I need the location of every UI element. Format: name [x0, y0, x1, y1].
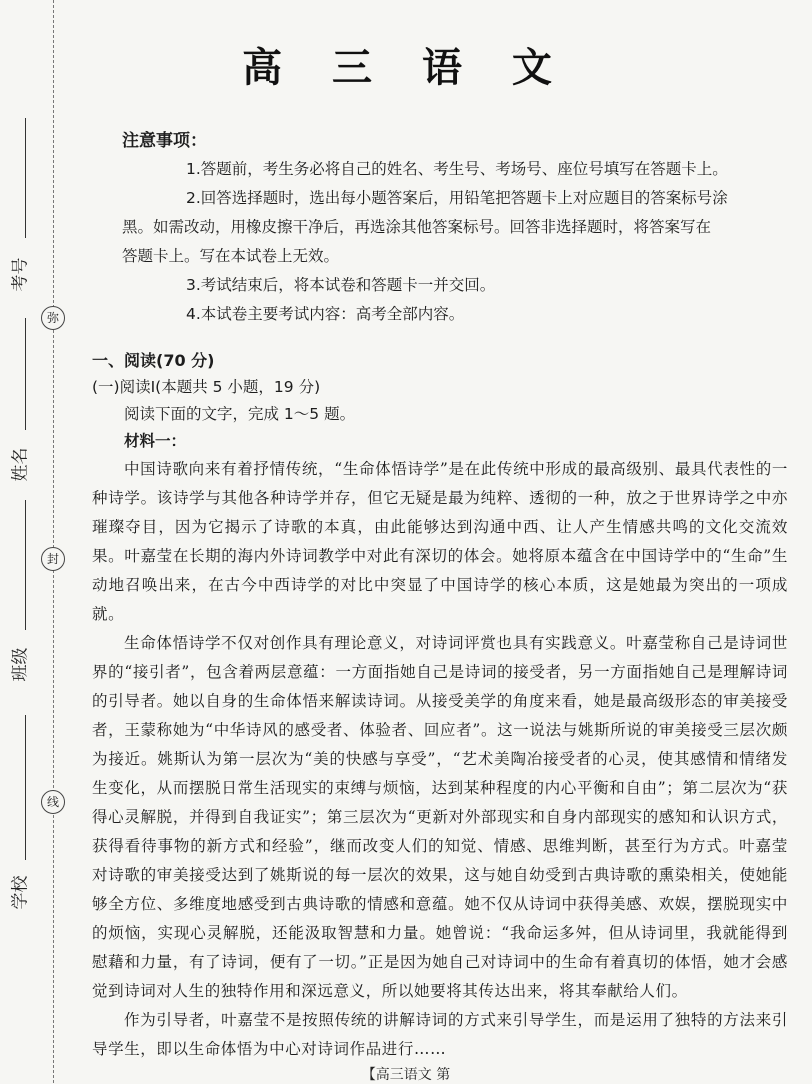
notice-heading: 注意事项：: [122, 131, 207, 151]
subsection-heading: (一)阅读Ⅰ(本题共 5 小题，19 分): [92, 378, 321, 396]
notice-item-4: 4.本试卷主要考试内容：高考全部内容。: [186, 305, 465, 323]
question-instruction: 阅读下面的文字，完成 1～5 题。: [124, 405, 356, 423]
name-label: 姓名: [10, 447, 31, 482]
page-footer: 【高三语文 第: [361, 1067, 451, 1083]
binding-dashed-line: [53, 0, 54, 1083]
passage-paragraph: 作为引导者，叶嘉莹不是按照传统的讲解诗词的方式来引导学生，而是运用了独特的方法来引导学生，即以生命体悟为中心对诗词作品进行……: [92, 1011, 788, 1058]
notice-item-2-cont-2: 答题卡上。写在本试卷上无效。: [122, 247, 340, 265]
notice-item-2-cont: 黑。如需改动，用橡皮擦干净后，再选涂其他答案标号。回答非选择题时，将答案写在: [122, 218, 712, 236]
exam-no-fill-line: [25, 118, 26, 238]
school-fill-line: [25, 715, 26, 860]
passage-paragraph: 中国诗歌向来有着抒情传统，“生命体悟诗学”是在此传统中形成的最高级别、最具代表性的一种诗学。该诗学与其他各种诗学并存，但它无疑是最为纯粹、透彻的一种，放之于世界诗学之中亦璀璨夺目，因为它揭示了诗歌的本真，由此能够达到沟通中西、让人产生情感共鸣的文化交流效果。叶嘉莹在长期的海内外诗词教学中对此有深切的体会。她将原本蕴含在中国诗学中的“生命”生动地召唤出来，在古今中西诗学的对比中突显了中国诗学的核心本质，这是她最为突出的一项成就。: [92, 460, 788, 623]
class-label: 班级: [10, 647, 31, 682]
school-label: 学校: [10, 875, 31, 910]
class-fill-line: [25, 500, 26, 630]
notice-item-3: 3.考试结束后，将本试卷和答题卡一并交回。: [186, 276, 496, 294]
name-fill-line: [25, 318, 26, 430]
seal-char-xian: 线: [41, 790, 65, 814]
passage-paragraph: 生命体悟诗学不仅对创作具有理论意义，对诗词评赏也具有实践意义。叶嘉莹称自己是诗词世界的“接引者”，包含着两层意蕴：一方面指她自己是诗词的接受者，另一方面指她自己是理解诗词的引导者。她以自身的生命体悟来解读诗词。从接受美学的角度来看，她是最高级形态的审美接受者，王蒙称她为“中华诗风的感受者、体验者、回应者”。这一说法与姚斯所说的审美接受三层次颇为接近。姚斯认为第一层次为“美的快感与享受”，“艺术美陶冶接受者的心灵，使其感情和情绪发生变化，从而摆脱日常生活现实的束缚与烦恼，达到某种程度的内心平衡和自由”；第二层次为“获得心灵解脱，并得到自我证实”；第三层次为“更新对外部现实和自身内部现实的感知和认识方式，获得看待事物的新方式和经验”，继而改变人们的知觉、情感、思维判断，甚至行为方式。叶嘉莹对诗歌的审美接受达到了姚斯说的每一层次的效果，这与她自幼受到古典诗歌的熏染相关，使她能够全方位、多维度地感受到古典诗歌的情感和意蕴。她不仅从诗词中获得美感、欢娱，摆脱现实中的烦恼，实现心灵解脱，还能汲取智慧和力量。她曾说：“我命运多舛，但从诗词里，我就能得到慰藉和力量，有了诗词，便有了一切。”正是因为她自己对诗词中的生命有着真切的体悟，她才会感觉到诗词对人生的独特作用和深远意义，所以她要将其传达出来，将其奉献给人们。: [92, 634, 788, 1000]
page-title: 高 三 语 文: [242, 45, 570, 91]
notice-item-2: 2.回答选择题时，选出每小题答案后，用铅笔把答题卡上对应题目的答案标号涂: [186, 189, 728, 207]
main-content: [92, 124, 788, 1064]
section-heading: 一、阅读(70 分): [92, 351, 215, 370]
exam-no-label: 考号: [10, 257, 31, 292]
notice-item-1: 1.答题前，考生务必将自己的姓名、考生号、考场号、座位号填写在答题卡上。: [186, 160, 728, 178]
seal-char-mi: 弥: [41, 306, 65, 330]
material-label: 材料一：: [124, 432, 187, 450]
seal-char-feng: 封: [41, 547, 65, 571]
